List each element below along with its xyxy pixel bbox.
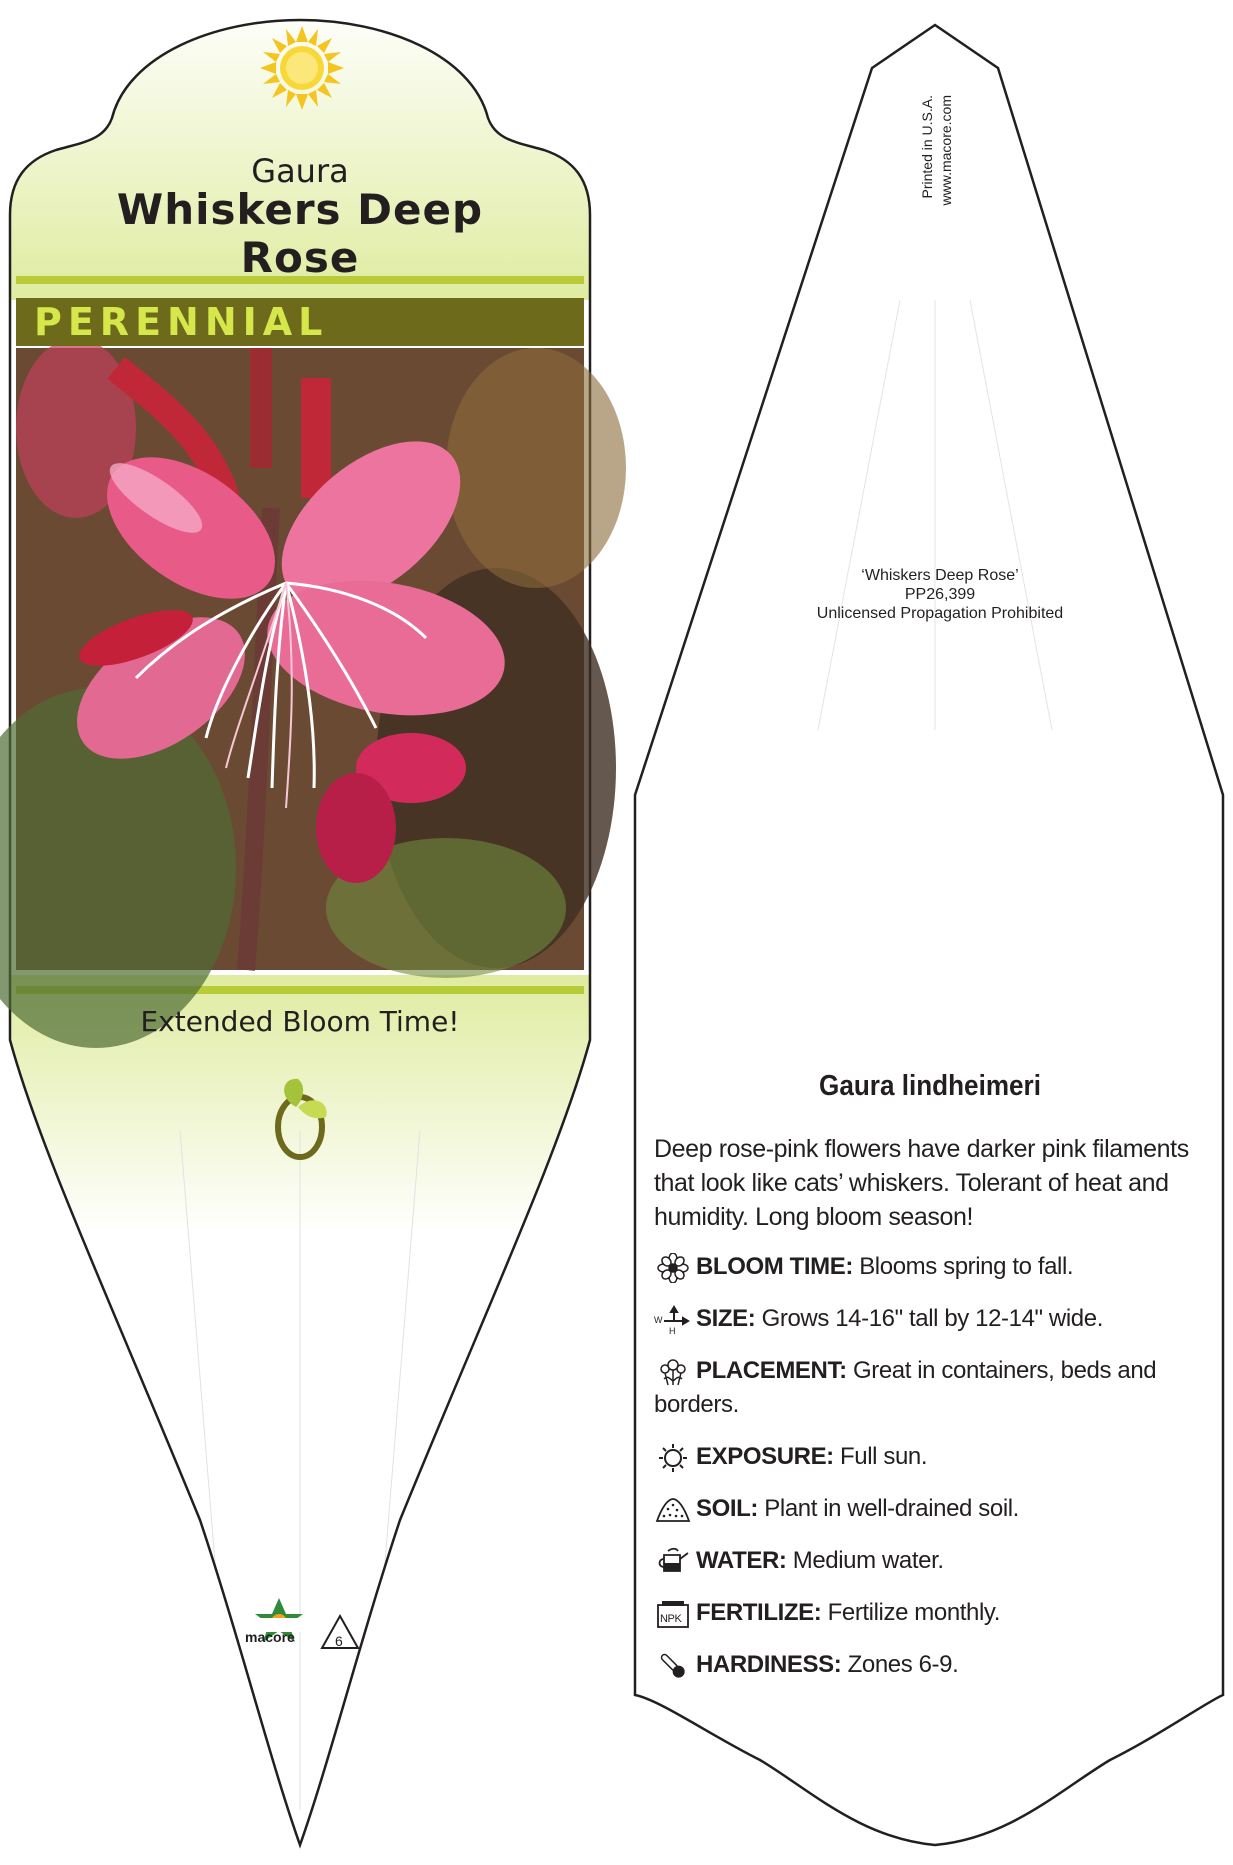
printed-info (918, 95, 958, 255)
thermometer-icon (654, 1651, 692, 1681)
cultivar-line-2: Rose (240, 233, 360, 282)
attr-label: EXPOSURE: (696, 1443, 834, 1470)
plant-genus: Gaura (251, 152, 349, 190)
patent-info (730, 566, 1150, 623)
cultivar-name (70, 186, 530, 282)
printed-website: www.macore.com (938, 95, 954, 206)
attr-water (654, 1544, 1214, 1578)
attr-soil (654, 1492, 1214, 1526)
soil-icon (654, 1495, 692, 1525)
tagline: Extended Bloom Time! (140, 1005, 460, 1038)
svg-text:NPK: NPK (660, 1612, 682, 1625)
attr-label: WATER: (696, 1547, 787, 1574)
plant-description: Deep rose-pink flowers have darker pink filaments that look like cats’ whiskers. Tolerant of heat and humidity. Long bloom season! (654, 1135, 1189, 1231)
svg-text:H: H (669, 1325, 676, 1335)
attr-label: BLOOM TIME: (696, 1253, 853, 1280)
watering-can-icon (654, 1547, 692, 1577)
attr-value: Zones 6-9. (847, 1651, 959, 1678)
printed-country: Printed in U.S.A. (919, 95, 935, 199)
patent-notice: Unlicensed Propagation Prohibited (816, 605, 1064, 622)
flower-icon (654, 1253, 692, 1283)
attr-hardiness (654, 1648, 1214, 1682)
attr-bloom-time (654, 1250, 1214, 1284)
svg-text:W: W (654, 1314, 663, 1325)
recycle-number: 6 (335, 1633, 343, 1649)
attr-label: PLACEMENT: (696, 1357, 847, 1384)
attr-fertilize (654, 1596, 1214, 1630)
cultivar-line-1: Whiskers Deep (116, 185, 484, 234)
flower-photo (0, 338, 626, 1048)
plant-placement-icon (654, 1357, 692, 1387)
sun-icon (260, 26, 344, 110)
attr-label: HARDINESS: (696, 1651, 842, 1678)
botanical-name: Gaura lindheimeri (819, 1070, 1041, 1102)
plant-category: PERENNIAL (34, 300, 329, 344)
attr-value: Grows 14-16" tall by 12-14" wide. (761, 1305, 1103, 1332)
attr-value: Blooms spring to fall. (859, 1253, 1074, 1280)
patent-name: ‘Whiskers Deep Rose’ (861, 567, 1019, 584)
fertilizer-npk-icon (654, 1599, 692, 1629)
sun-icon (654, 1443, 692, 1473)
attr-value: Fertilize monthly. (827, 1599, 1001, 1626)
attr-value: Medium water. (792, 1547, 944, 1574)
attr-label: FERTILIZE: (696, 1599, 822, 1626)
macore-logo-text: macore (245, 1629, 295, 1645)
attr-value: Full sun. (840, 1443, 928, 1470)
attr-value: Plant in well-drained soil. (764, 1495, 1019, 1522)
attr-value: Great in containers, beds and borders. (654, 1357, 1157, 1418)
attr-placement (654, 1354, 1214, 1422)
attr-exposure (654, 1440, 1214, 1474)
attr-label: SIZE: (696, 1305, 756, 1332)
attr-size (654, 1302, 1214, 1336)
patent-number: PP26,399 (904, 586, 976, 603)
size-arrows-icon (654, 1305, 692, 1335)
attr-label: SOIL: (696, 1495, 758, 1522)
